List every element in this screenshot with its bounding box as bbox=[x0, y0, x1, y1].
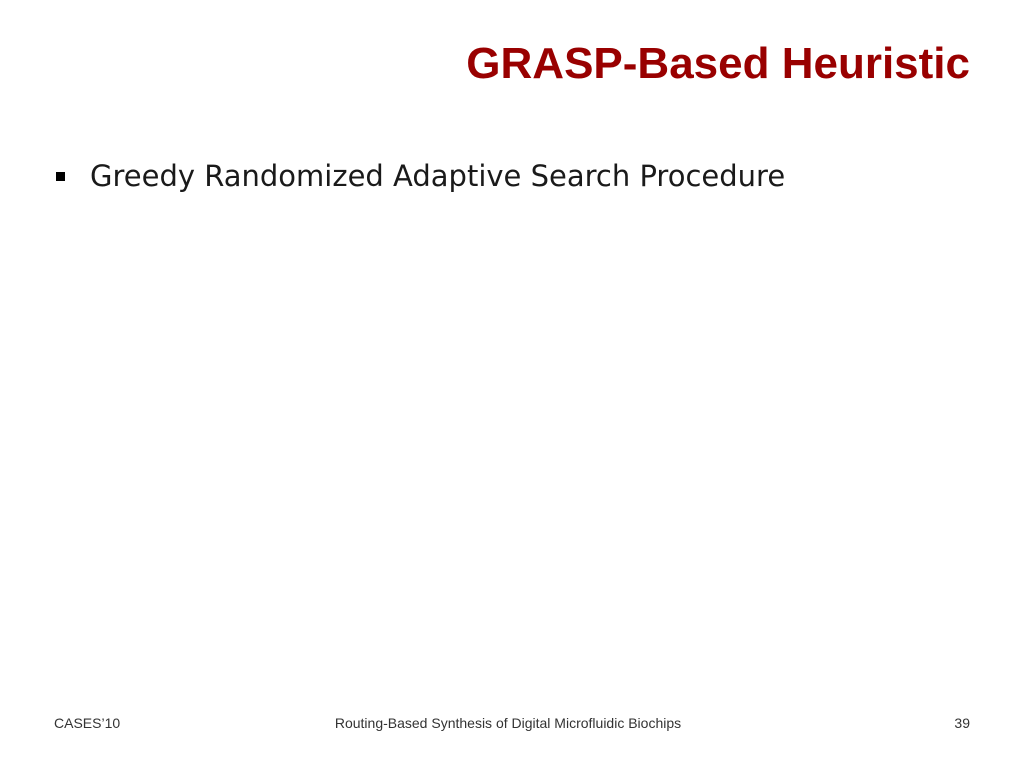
slide-title: GRASP-Based Heuristic bbox=[466, 39, 970, 88]
footer-presentation-title: Routing-Based Synthesis of Digital Microfluidic Biochips bbox=[334, 715, 682, 731]
bullet-item bbox=[56, 154, 785, 198]
bullet-list bbox=[56, 154, 785, 198]
footer-page-number: 39 bbox=[954, 715, 970, 731]
footer-conference: CASES’10 bbox=[54, 715, 121, 731]
bullet-text: Greedy Randomized Adaptive Search Procedure bbox=[90, 159, 786, 193]
square-bullet-icon bbox=[56, 172, 65, 181]
